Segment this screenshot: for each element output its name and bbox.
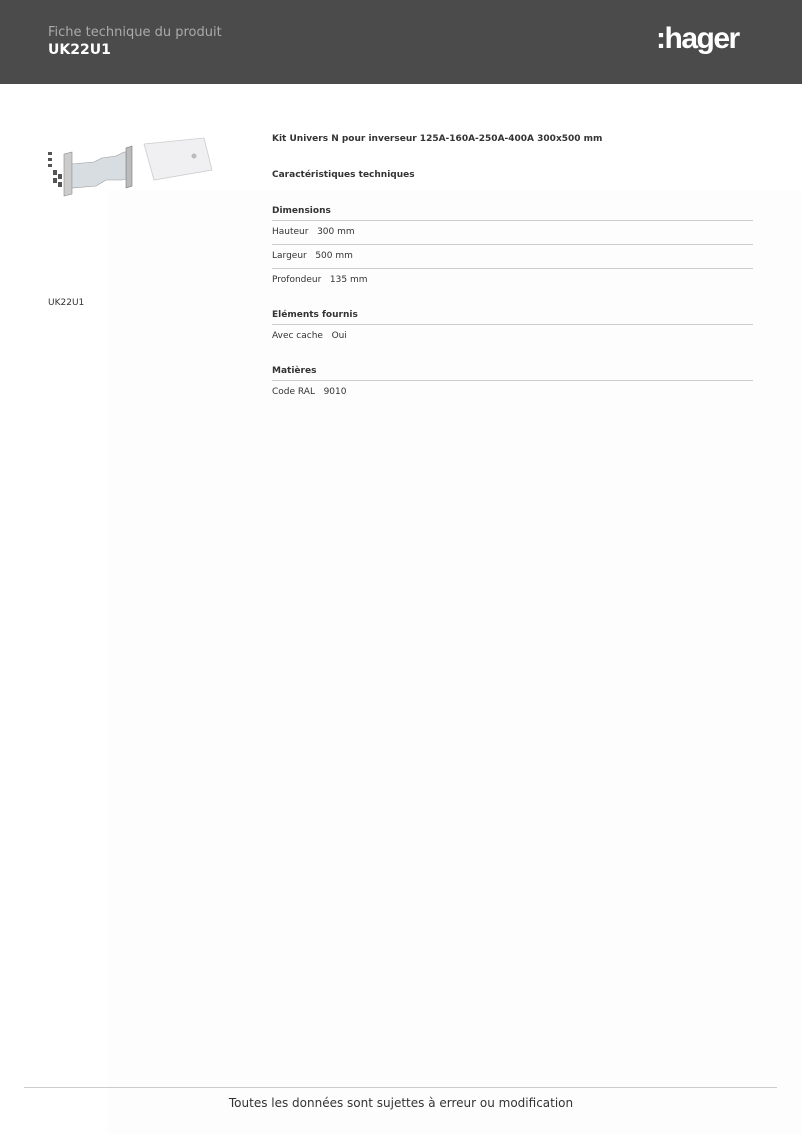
spec-label: Largeur — [272, 251, 307, 261]
footer-disclaimer: Toutes les données sont sujettes à erreur ou modification — [228, 1096, 574, 1110]
header — [0, 0, 802, 84]
spec-section — [272, 304, 753, 348]
spec-label: Hauteur — [272, 227, 309, 237]
spec-value: 300 mm — [317, 227, 355, 237]
spec-row — [272, 325, 753, 348]
product-code: UK22U1 — [48, 42, 111, 58]
section-heading: Matières — [272, 360, 753, 381]
product-image — [44, 134, 214, 204]
spec-section — [272, 200, 753, 292]
spec-label: Avec cache — [272, 331, 323, 341]
spec-row — [272, 245, 753, 269]
section-heading: Dimensions — [272, 200, 753, 221]
product-details — [272, 134, 753, 416]
spec-section — [272, 360, 753, 404]
spec-row — [272, 221, 753, 245]
spec-row — [272, 269, 753, 292]
hager-logo: :hager — [656, 22, 739, 55]
characteristics-heading: Caractéristiques techniques — [272, 170, 415, 180]
spec-value: 135 mm — [329, 275, 368, 285]
section-heading: Eléments fournis — [272, 304, 753, 325]
spec-row — [272, 381, 753, 404]
spec-label: Profondeur — [272, 275, 322, 285]
spec-value: 9010 — [323, 387, 347, 397]
footer-divider — [24, 1087, 777, 1088]
spec-label: Code RAL — [272, 387, 315, 397]
document-type: Fiche technique du produit — [48, 25, 222, 40]
spec-value: 500 mm — [315, 251, 353, 261]
spec-value: Oui — [331, 331, 347, 341]
product-title: Kit Univers N pour inverseur 125A-160A-250A-400A 300x500 mm — [272, 134, 603, 144]
image-caption: UK22U1 — [48, 298, 85, 308]
